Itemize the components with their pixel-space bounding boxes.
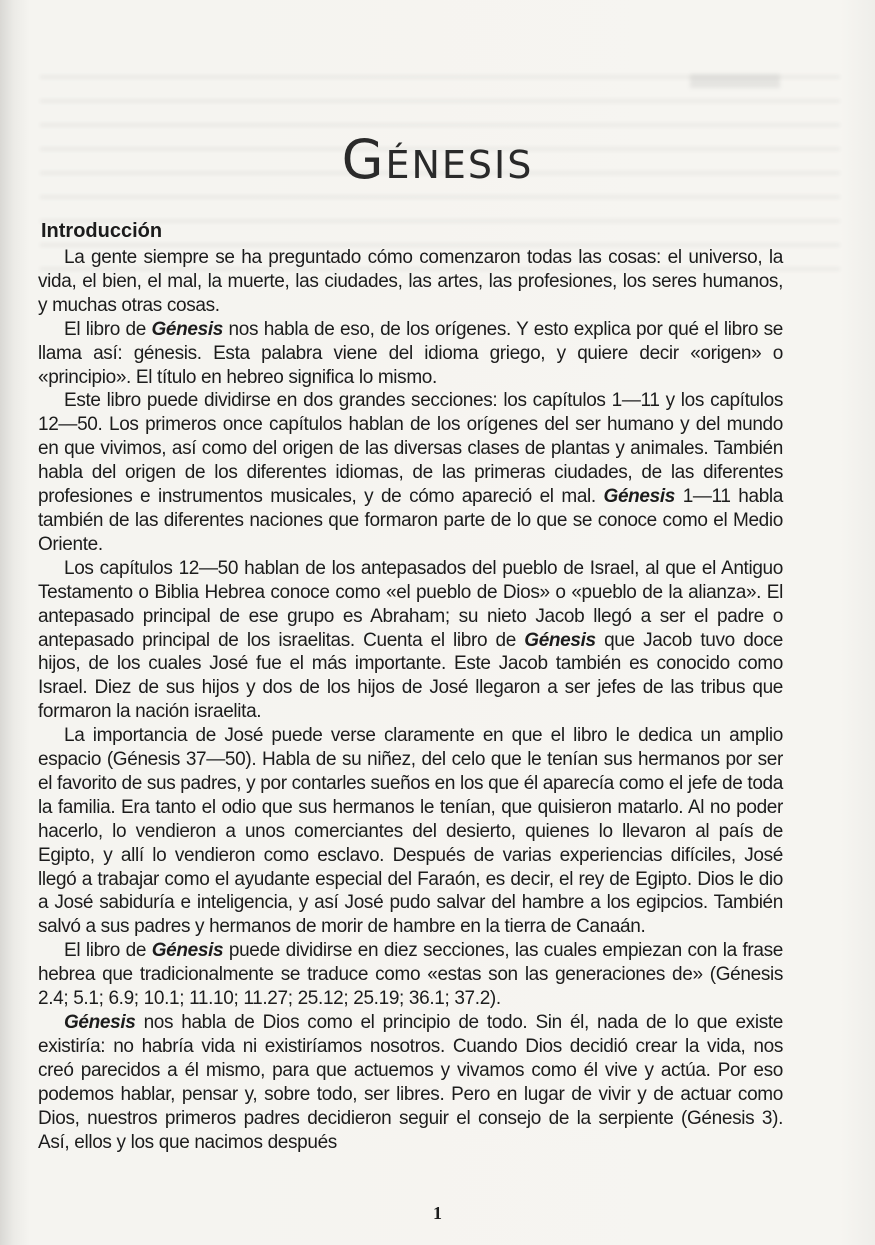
book-title: Génesis <box>341 128 534 191</box>
paragraph: Génesis nos habla de Dios como el principio de todo. Sin él, nada de lo que existe existiría: no habría vida ni existiríamos nosotros. Cuando Dios decidió crear la vida, nos creó parecidos a él mismo, para que actuemos y vivamos como él vive y actúa. Por eso podemos hablar, pensar y, sobre todo, ser libres. Pero en lugar de vivir y de actuar como Dios, nuestros primeros padres decidieron seguir el consejo de la serpiente (Génesis 3). Así, ellos y los que nacimos después <box>38 1012 783 1153</box>
book-name: Génesis <box>151 940 224 962</box>
book-name: Génesis <box>151 318 223 340</box>
paragraph: El libro de Génesis nos habla de eso, de los orígenes. Y esto explica por qué el libro se llama así: génesis. Esta palabra viene del idioma griego, y quiere decir «origen» o «principio». El título en hebreo significa lo mismo. <box>38 318 783 388</box>
book-name: Génesis <box>64 1012 136 1033</box>
paragraph: Los capítulos 12—50 hablan de los antepasados del pueblo de Israel, al que el Antiguo Testamento o Biblia Hebrea conoce como «el pueblo de Dios» o «pueblo de la alianza». El antepasado principal de ese grupo es Abraham; su nieto Jacob llegó a ser el padre o antepasado principal de los israelitas. Cuenta el libro de Génesis que Jacob tuvo doce hijos, de los cuales José fue el más importante. Este Jacob también es conocido como Israel. Diez de sus hijos y dos de los hijos de José llegaron a ser jefes de las tribus que formaron la nación israelita. <box>38 557 783 723</box>
book-name: Génesis <box>524 629 596 651</box>
paragraph: El libro de Génesis puede dividirse en diez secciones, las cuales empiezan con la frase hebrea que tradicionalmente se traduce como «estas son las generaciones de» (Génesis 2.4; 5.1; 6.9; 10.1; 11.10; 11.27; 25.12; 25.19; 36.1; 37.2). <box>38 940 783 1010</box>
introduction-body <box>38 246 783 1154</box>
show-through-running-head <box>690 74 780 88</box>
paragraph: Este libro puede dividirse en dos grandes secciones: los capítulos 1—11 y los capítulos 12—50. Los primeros once capítulos hablan de los orígenes del ser humano y del mundo en que vivimos, así como del origen de las diversas clases de plantas y animales. También habla del origen de los diferentes idiomas, de las primeras ciudades, de las diferentes profesiones e instrumentos musicales, y de cómo apareció el mal. Génesis 1—11 habla también de las diferentes naciones que formaron parte de lo que se conoce como el Medio Oriente. <box>38 390 783 555</box>
paragraph: La importancia de José puede verse claramente en que el libro le dedica un amplio espacio (Génesis 37—50). Habla de su niñez, del celo que le tenían sus hermanos por ser el favorito de sus padres, y por contarles sueños en los que él aparecía como el jefe de toda la familia. Era tanto el odio que sus hermanos le tenían, que quisieron matarlo. Al no poder hacerlo, lo vendieron a unos comerciantes del desierto, quienes lo llevaron al país de Egipto, y allí lo vendieron como esclavo. Después de varias experiencias difíciles, José llegó a trabajar como el ayudante especial del Faraón, es decir, el rey de Egipto. Dios le dio a José sabiduría e inteligencia, y así José pudo salvar del hambre a los egipcios. También salvó a sus padres y hermanos de morir de hambre en la tierra de Canaán. <box>38 725 783 938</box>
paragraph: La gente siempre se ha preguntado cómo comenzaron todas las cosas: el universo, la vida, el bien, el mal, la muerte, las ciudades, las artes, las profesiones, los seres humanos, y muchas otras cosas. <box>38 247 783 316</box>
section-heading: Introducción <box>41 220 163 242</box>
book-name: Génesis <box>603 486 675 508</box>
page-number: 1 <box>433 1203 442 1223</box>
